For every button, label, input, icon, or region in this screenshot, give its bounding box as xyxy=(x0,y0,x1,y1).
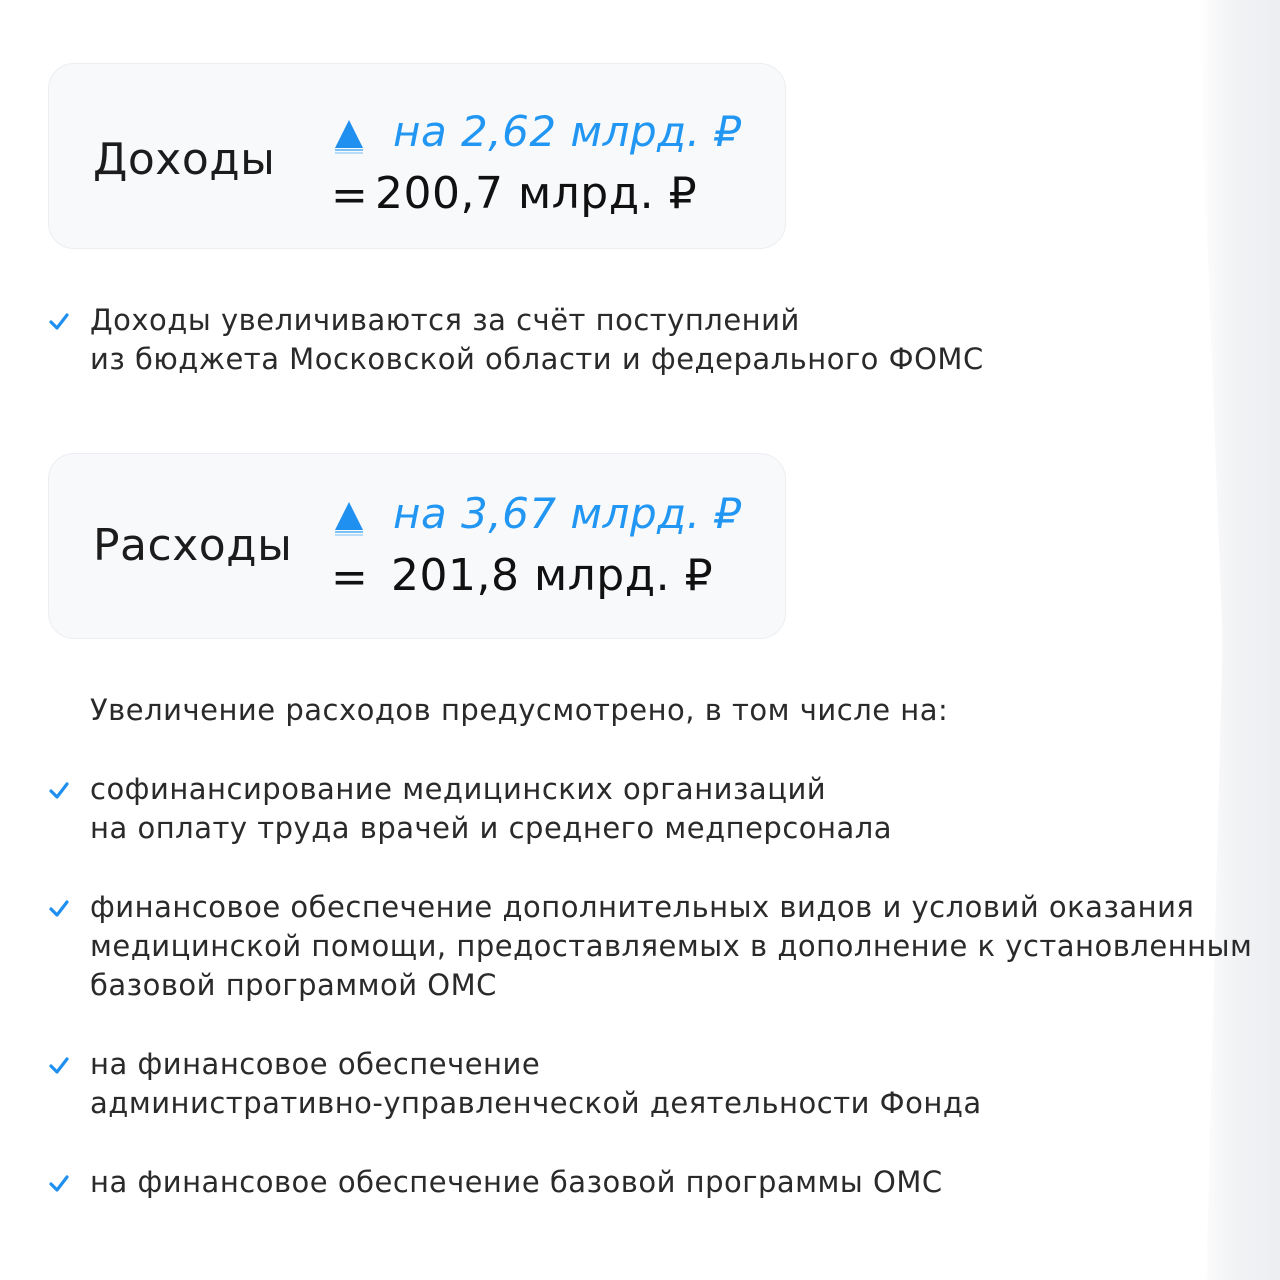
check-icon xyxy=(48,1173,70,1195)
decorative-side-shape xyxy=(1198,0,1280,1280)
income-note xyxy=(90,301,984,379)
income-note-line: из бюджета Московской области и федерального ФОМС xyxy=(90,342,984,376)
expense-label: Расходы xyxy=(93,520,293,571)
expense-item-line: финансовое обеспечение дополнительных видов и условий оказания xyxy=(90,890,1195,924)
expense-item-line: на финансовое обеспечение xyxy=(90,1047,541,1081)
expense-item-line: базовой программой ОМС xyxy=(90,968,497,1002)
check-icon xyxy=(48,311,70,333)
expense-item xyxy=(90,770,892,848)
expense-delta: на 3,67 млрд. ₽ xyxy=(393,489,742,538)
expense-equals: = xyxy=(331,552,368,603)
check-icon xyxy=(48,1055,70,1077)
expense-item-line: медицинской помощи, предоставляемых в дополнение к установленным xyxy=(90,929,1253,963)
expense-item-line: на финансовое обеспечение базовой программы ОМС xyxy=(90,1165,943,1199)
income-label: Доходы xyxy=(93,134,276,185)
income-delta: на 2,62 млрд. ₽ xyxy=(393,107,742,156)
triangle-up-icon xyxy=(333,500,365,538)
income-note-line: Доходы увеличиваются за счёт поступлений xyxy=(90,303,800,337)
expense-total: 201,8 млрд. ₽ xyxy=(391,550,714,601)
income-equals: = xyxy=(331,170,368,221)
check-icon xyxy=(48,898,70,920)
expense-item-line: на оплату труда врачей и среднего медперсонала xyxy=(90,811,893,845)
expense-item xyxy=(90,888,1252,1005)
expense-item xyxy=(90,1045,982,1123)
triangle-up-icon xyxy=(333,118,365,156)
expense-intro: Увеличение расходов предусмотрено, в том числе на: xyxy=(90,693,949,727)
expense-item-line: софинансирование медицинских организаций xyxy=(90,772,827,806)
expense-item-line: административно-управленческой деятельности Фонда xyxy=(90,1086,982,1120)
expense-item xyxy=(90,1163,943,1202)
income-total: 200,7 млрд. ₽ xyxy=(375,168,698,219)
expense-card xyxy=(48,453,786,639)
check-icon xyxy=(48,780,70,802)
income-card xyxy=(48,63,786,249)
